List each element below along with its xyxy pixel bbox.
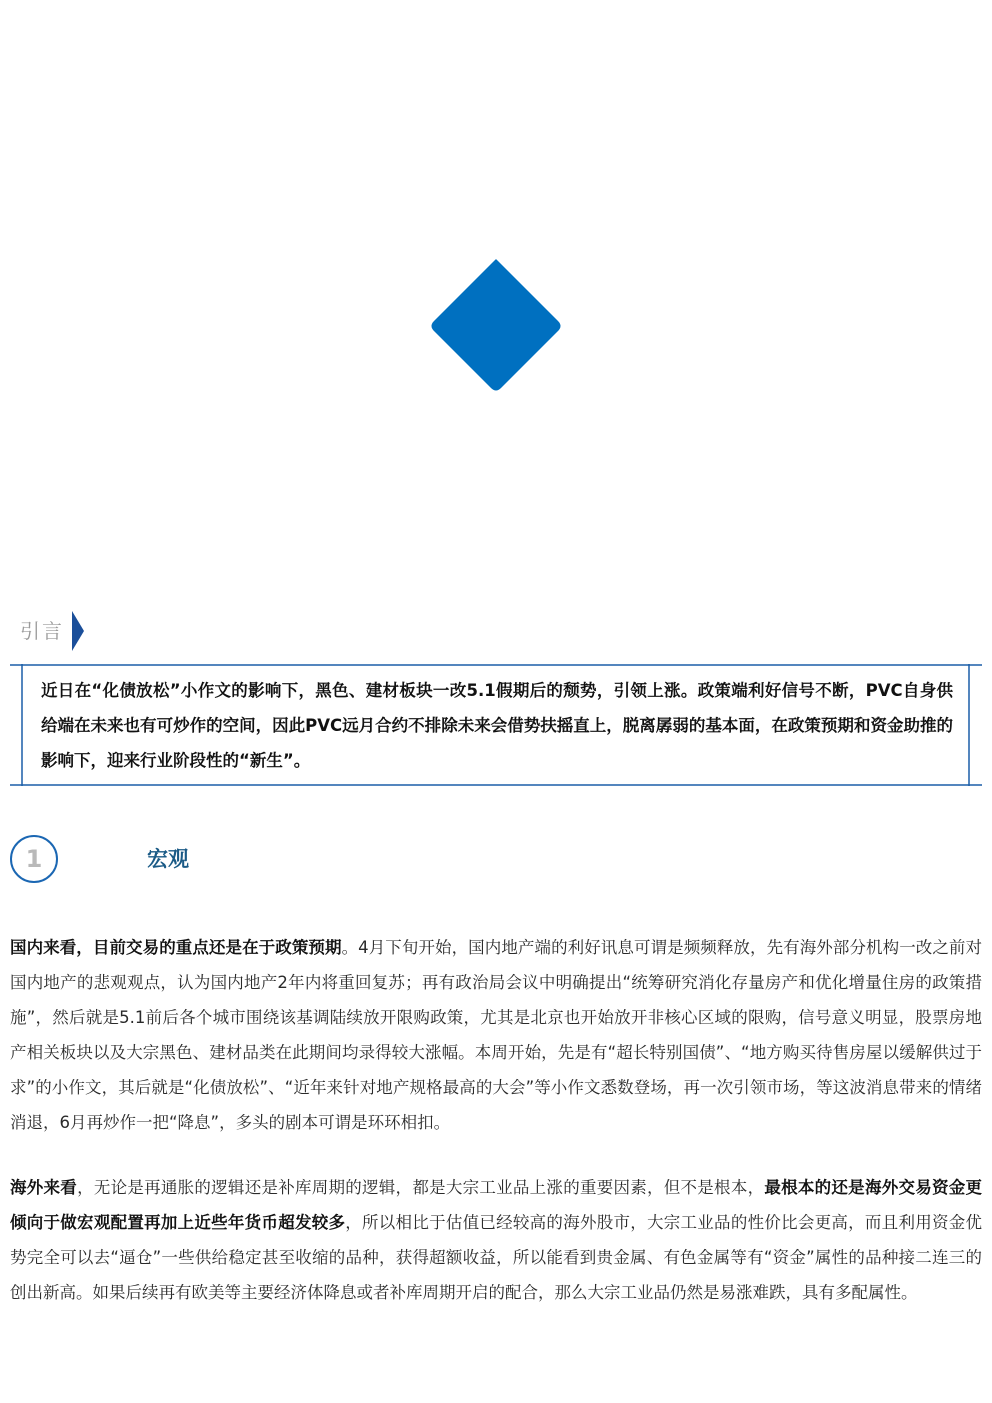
- section-number-badge: [10, 835, 58, 883]
- paragraph-overseas: [10, 1170, 982, 1310]
- intro-text: 近日在“化债放松”小作文的影响下，黑色、建材板块一改5.1假期后的颓势，引领上涨。政策端利好信号不断，PVC自身供给端在未来也有可炒作的空间，因此PVC远月合约不排除未来会借势扶摇直上，脱离孱弱的基本面，在政策预期和资金助推的影响下，迎来行业阶段性的“新生”。: [41, 681, 953, 770]
- intro-tag: [12, 611, 84, 651]
- paragraph-domestic-lead: 国内来看，目前交易的重点还是在于政策预期: [10, 938, 342, 957]
- paragraph-domestic: [10, 930, 982, 1140]
- diamond-logo-icon: [425, 255, 567, 397]
- paragraph-overseas-lead: 海外来看: [10, 1178, 78, 1197]
- paragraph-domestic-body: 。4月下旬开始，国内地产端的利好讯息可谓是频频释放，先有海外部分机构一改之前对国内地产的悲观观点，认为国内地产2年内将重回复苏；再有政治局会议中明确提出“统筹研究消化存量房产和优化增量住房的政策措施”，然后就是5.1前后各个城市围绕该基调陆续放开限购政策，尤其是北京也开始放开非核心区域的限购，信号意义明显，股票房地产相关板块以及大宗黑色、建材品类在此期间均录得较大涨幅。本周开始，先是有“超长特别国债”、“地方购买待售房屋以缓解供过于求”的小作文，其后就是“化债放松”、“近年来针对地产规格最高的大会”等小作文悉数登场，再一次引领市场，等这波消息带来的情绪消退，6月再炒作一把“降息”，多头的剧本可谓是环环相扣。: [10, 938, 983, 1132]
- paragraph-overseas-body: ，所以相比于估值已经较高的海外股市，大宗工业品的性价比会更高，而且利用资金优势完全可以去“逼仓”一些供给稳定甚至收缩的品种，获得超额收益，所以能看到贵金属、有色金属等有“资金”属性的品种接二连三的创出新高。如果后续再有欧美等主要经济体降息或者补库周期开启的配合，那么大宗工业品仍然是易涨难跌，具有多配属性。: [10, 1213, 983, 1302]
- paragraph-overseas-mid: ，无论是再通胀的逻辑还是补库周期的逻辑，都是大宗工业品上涨的重要因素，但不是根本，: [77, 1178, 765, 1197]
- intro-box: [10, 664, 982, 786]
- intro-tag-label: 引言: [20, 619, 64, 643]
- section-title: 宏观: [147, 847, 189, 871]
- section-number: 1: [25, 845, 43, 873]
- section-header: [10, 835, 189, 883]
- paragraph-overseas-emphasis: 最根本的还是海外交易资金更倾向于做宏观配置再加上近些年货币超发较多: [10, 1178, 983, 1232]
- arrow-right-icon: [72, 611, 84, 651]
